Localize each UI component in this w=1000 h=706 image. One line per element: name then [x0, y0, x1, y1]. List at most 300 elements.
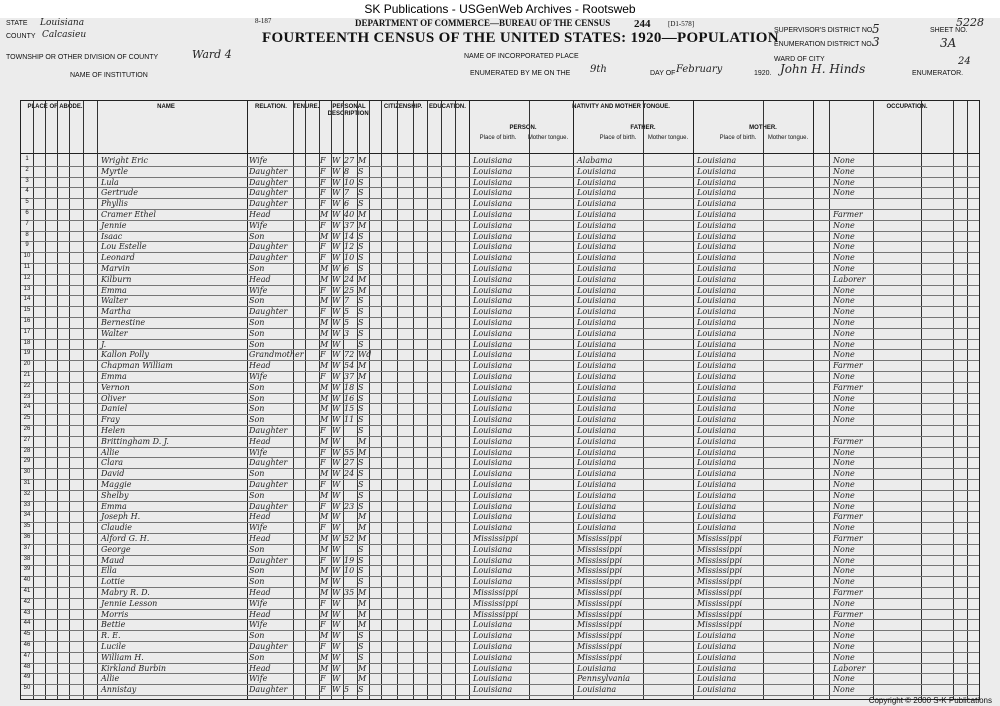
group-mother: MOTHER. [749, 125, 777, 131]
person-name: Oliver [101, 393, 126, 403]
race: W [332, 361, 341, 371]
father-birthplace: Alabama [577, 156, 613, 165]
mother-birthplace: Louisiana [697, 393, 737, 403]
mother-birthplace: Louisiana [697, 210, 737, 219]
occupation: None [833, 166, 855, 176]
race: W [332, 534, 341, 543]
form-number: 8-187 [255, 17, 272, 25]
department-title: DEPARTMENT OF COMMERCE—BUREAU OF THE CENSUS [355, 18, 611, 28]
person-name: Maggie [101, 480, 132, 489]
mother-birthplace: Louisiana [697, 339, 737, 349]
relation: Head [249, 609, 271, 619]
marital-status: S [358, 199, 364, 209]
place-of-birth: Louisiana [473, 426, 513, 435]
occupation: None [833, 220, 855, 230]
marital-status: S [358, 458, 364, 468]
person-name: Emma [101, 285, 127, 295]
place-of-birth: Louisiana [473, 372, 513, 381]
father-birthplace: Mississippi [577, 598, 623, 608]
occupation: None [833, 242, 855, 252]
person-name: Chapman William [101, 361, 173, 371]
father-birthplace: Louisiana [577, 274, 617, 284]
age: 3 [344, 328, 350, 338]
mother-birthplace: Mississippi [697, 534, 743, 543]
line-number: 30 [23, 469, 31, 476]
race: W [332, 177, 341, 187]
occupation: None [833, 231, 855, 241]
person-name: Daniel [101, 404, 128, 414]
person-name: Emma [101, 372, 127, 381]
occupation: Farmer [833, 210, 863, 219]
occupation: None [833, 447, 855, 457]
corner-number: 5228 [956, 16, 984, 29]
relation: Wife [249, 372, 268, 381]
place-of-birth: Louisiana [473, 318, 513, 327]
occupation: None [833, 458, 855, 468]
row-line [21, 695, 979, 696]
father-birthplace: Louisiana [577, 480, 617, 489]
enumeration-label: ENUMERATION DISTRICT NO. [774, 41, 874, 48]
marital-status: M [358, 372, 367, 381]
age: 55 [344, 447, 355, 457]
place-of-birth: Louisiana [473, 188, 513, 198]
line-number: 24 [23, 404, 31, 411]
marital-status: M [358, 285, 367, 295]
occupation: Farmer [833, 361, 863, 371]
place-of-birth: Louisiana [473, 220, 513, 230]
occupation: None [833, 415, 855, 425]
archive-title-bar [0, 0, 1000, 18]
person-name: Lucile [101, 642, 126, 651]
sex: F [320, 555, 326, 565]
person-name: Emma [101, 501, 127, 511]
page-number: 244 [634, 18, 651, 30]
relation: Son [249, 577, 265, 587]
occupation: None [833, 620, 855, 630]
marital-status: S [358, 188, 364, 198]
person-name: Gertrude [101, 188, 138, 198]
sex: M [320, 588, 329, 597]
marital-status: M [358, 447, 367, 457]
age: 27 [344, 458, 355, 468]
place-of-birth: Louisiana [473, 166, 513, 176]
sex: F [320, 480, 326, 489]
county-value: Calcasieu [42, 30, 87, 40]
place-of-birth: Louisiana [473, 663, 513, 673]
occupation: None [833, 490, 855, 500]
group-place-of-abode: PLACE OF ABODE. [27, 104, 83, 110]
occupation: Farmer [833, 609, 863, 619]
person-name: Allie [101, 674, 120, 684]
sex: M [320, 490, 329, 500]
mother-birthplace: Louisiana [697, 188, 737, 198]
corner-number-secondary: 24 [958, 56, 971, 67]
relation: Son [249, 382, 265, 392]
marital-status: M [358, 620, 367, 630]
sex: M [320, 404, 329, 414]
sex: F [320, 156, 326, 165]
race: W [332, 296, 341, 306]
race: W [332, 253, 341, 263]
sex: F [320, 685, 326, 695]
mother-birthplace: Mississippi [697, 544, 743, 554]
line-number: 21 [23, 372, 31, 378]
person-name: Annistay [101, 685, 137, 695]
form-code: [D1-578] [668, 20, 695, 28]
age: 10 [344, 253, 355, 263]
father-birthplace: Mississippi [577, 588, 623, 597]
father-birthplace: Louisiana [577, 685, 617, 695]
township-value: Ward 4 [192, 48, 232, 61]
ward-label: WARD OF CITY [774, 56, 825, 63]
occupation: None [833, 156, 855, 165]
mother-birthplace: Louisiana [697, 361, 737, 371]
occupation: None [833, 318, 855, 327]
mother-birthplace: Louisiana [697, 231, 737, 241]
father-birthplace: Louisiana [577, 210, 617, 219]
person-name: Lottie [101, 577, 125, 587]
relation: Daughter [249, 253, 288, 263]
place-of-birth: Louisiana [473, 404, 513, 414]
line-number: 34 [23, 512, 31, 519]
line-number: 43 [23, 609, 31, 616]
mother-birthplace: Louisiana [697, 458, 737, 468]
marital-status: S [358, 318, 364, 327]
relation: Wife [249, 285, 268, 295]
race: W [332, 231, 341, 241]
person-name: Helen [101, 426, 126, 435]
relation: Daughter [249, 177, 288, 187]
line-number: 40 [23, 577, 31, 584]
sex: F [320, 177, 326, 187]
person-name: Walter [101, 296, 128, 306]
person-name: Ella [101, 566, 117, 576]
line-number: 14 [23, 296, 31, 303]
age: 5 [344, 685, 350, 695]
place-of-birth: Louisiana [473, 361, 513, 371]
relation: Daughter [249, 642, 288, 651]
relation: Daughter [249, 458, 288, 468]
sex: F [320, 372, 326, 381]
age: 19 [344, 555, 355, 565]
age: 7 [344, 188, 350, 198]
place-of-birth: Mississippi [473, 588, 519, 597]
marital-status: Wd [358, 350, 372, 360]
marital-status: S [358, 264, 364, 273]
mother-birthplace: Mississippi [697, 598, 743, 608]
sex: F [320, 501, 326, 511]
enumeration-value: 3 [872, 35, 880, 49]
race: W [332, 318, 341, 327]
person-name: Jennie Lesson [101, 598, 158, 608]
copyright-notice: Copyright © 2000 S-K Publications [868, 696, 992, 705]
person-name: Cramer Ethel [101, 210, 156, 219]
father-birthplace: Louisiana [577, 447, 617, 457]
line-number: 18 [23, 339, 31, 346]
father-birthplace: Louisiana [577, 436, 617, 446]
group-father: FATHER. [630, 125, 656, 131]
father-birthplace: Mississippi [577, 631, 623, 641]
line-number: 1 [25, 156, 29, 162]
person-name: Jennie [101, 220, 127, 230]
county-label: COUNTY [6, 33, 36, 40]
census-title: FOURTEENTH CENSUS OF THE UNITED STATES: 1920—POPULATION [262, 30, 779, 46]
state-label: STATE [6, 20, 28, 27]
sex: M [320, 534, 329, 543]
father-birthplace: Louisiana [577, 372, 617, 381]
relation: Son [249, 231, 265, 241]
place-of-birth: Louisiana [473, 566, 513, 576]
marital-status: S [358, 490, 364, 500]
age: 18 [344, 382, 355, 392]
age: 40 [344, 210, 355, 219]
line-number: 19 [23, 350, 31, 357]
mother-birthplace: Louisiana [697, 307, 737, 317]
sex: M [320, 328, 329, 338]
occupation: None [833, 264, 855, 273]
marital-status: S [358, 480, 364, 489]
sex: M [320, 210, 329, 219]
relation: Son [249, 631, 265, 641]
relation: Son [249, 415, 265, 425]
marital-status: S [358, 339, 364, 349]
age: 10 [344, 566, 355, 576]
mother-birthplace: Louisiana [697, 480, 737, 489]
sex: M [320, 318, 329, 327]
marital-status: S [358, 328, 364, 338]
sex: M [320, 231, 329, 241]
father-birthplace: Mississippi [577, 534, 623, 543]
relation: Daughter [249, 501, 288, 511]
group-nativity: NATIVITY AND MOTHER TONGUE. [572, 104, 670, 110]
marital-status: S [358, 393, 364, 403]
relation: Wife [249, 447, 268, 457]
person-mother-tongue: Mother tongue. [527, 135, 569, 141]
enumerated-label: ENUMERATED BY ME ON THE [470, 70, 571, 77]
age: 37 [344, 372, 355, 381]
relation: Wife [249, 620, 268, 630]
marital-status: M [358, 534, 367, 543]
person-name: Marvin [101, 264, 131, 273]
race: W [332, 372, 341, 381]
occupation: None [833, 501, 855, 511]
person-name: William H. [101, 652, 144, 662]
mother-birthplace: Louisiana [697, 242, 737, 252]
occupation: Laborer [833, 663, 866, 673]
mother-birthplace: Louisiana [697, 328, 737, 338]
sex: F [320, 220, 326, 230]
sex: M [320, 663, 329, 673]
race: W [332, 393, 341, 403]
occupation: Farmer [833, 588, 863, 597]
mother-mother-tongue: Mother tongue. [767, 135, 809, 141]
age: 37 [344, 220, 355, 230]
person-name: Allie [101, 447, 120, 457]
relation: Wife [249, 156, 268, 165]
relation: Daughter [249, 685, 288, 695]
incorporated-place-label: NAME OF INCORPORATED PLACE [464, 53, 579, 60]
line-number: 36 [23, 534, 31, 540]
place-of-birth: Louisiana [473, 296, 513, 306]
relation: Son [249, 296, 265, 306]
mother-birthplace: Louisiana [697, 523, 737, 533]
occupation: None [833, 631, 855, 641]
occupation: None [833, 480, 855, 489]
mother-birthplace: Louisiana [697, 685, 737, 695]
place-of-birth: Louisiana [473, 523, 513, 533]
mother-birthplace: Mississippi [697, 620, 743, 630]
mother-birthplace: Louisiana [697, 156, 737, 165]
age: 35 [344, 588, 355, 597]
person-name: Lula [101, 177, 119, 187]
occupation: None [833, 652, 855, 662]
place-of-birth: Louisiana [473, 231, 513, 241]
line-number: 26 [23, 426, 31, 432]
marital-status: M [358, 512, 367, 522]
father-birthplace: Pennsylvania [577, 674, 631, 684]
father-birthplace: Louisiana [577, 404, 617, 414]
relation: Daughter [249, 166, 288, 176]
race: W [332, 350, 341, 360]
place-of-birth: Louisiana [473, 210, 513, 219]
person-name: Alford G. H. [101, 534, 150, 543]
line-number: 47 [23, 652, 31, 659]
mother-birthplace: Louisiana [697, 274, 737, 284]
father-birthplace: Mississippi [577, 577, 623, 587]
mother-birthplace: Louisiana [697, 350, 737, 360]
group-relation: RELATION. [255, 104, 287, 110]
line-number: 11 [23, 264, 31, 270]
marital-status: M [358, 663, 367, 673]
father-birthplace: Louisiana [577, 307, 617, 317]
relation: Head [249, 588, 271, 597]
sex: F [320, 523, 326, 533]
place-of-birth: Louisiana [473, 242, 513, 252]
father-birthplace: Louisiana [577, 264, 617, 273]
race: W [332, 339, 341, 349]
sex: M [320, 469, 329, 479]
header-divider [21, 153, 979, 154]
person-name: Leonard [101, 253, 135, 263]
sex: M [320, 415, 329, 425]
occupation: None [833, 577, 855, 587]
occupation: None [833, 685, 855, 695]
marital-status: M [358, 674, 367, 684]
occupation: None [833, 188, 855, 198]
relation: Head [249, 361, 271, 371]
occupation: Farmer [833, 534, 863, 543]
line-number: 12 [23, 274, 31, 281]
person-name: Myrtle [101, 166, 129, 176]
age: 12 [344, 242, 355, 252]
person-name: Kirkland Burbin [101, 663, 167, 673]
sex: F [320, 350, 326, 360]
institution-label: NAME OF INSTITUTION [70, 72, 148, 79]
person-name: Fray [101, 415, 120, 425]
sheet-value: 3A [940, 36, 957, 50]
line-number: 25 [23, 415, 31, 422]
person-name: Joseph H. [101, 512, 141, 522]
occupation: None [833, 339, 855, 349]
enumerated-month: February [676, 64, 723, 75]
line-number: 39 [23, 566, 31, 573]
mother-birthplace: Louisiana [697, 166, 737, 176]
relation: Son [249, 328, 265, 338]
place-of-birth: Louisiana [473, 415, 513, 425]
father-birthplace: Louisiana [577, 469, 617, 479]
race: W [332, 620, 341, 630]
sex: F [320, 166, 326, 176]
supervisor-value: 5 [872, 22, 880, 36]
relation: Grandmother [249, 350, 304, 360]
person-name: Brittingham D. J. [101, 436, 169, 446]
sex: F [320, 188, 326, 198]
sex: M [320, 577, 329, 587]
age: 25 [344, 285, 355, 295]
race: W [332, 642, 341, 651]
sex: M [320, 631, 329, 641]
age: 27 [344, 156, 355, 165]
relation: Wife [249, 674, 268, 684]
marital-status: M [358, 436, 367, 446]
father-birthplace: Louisiana [577, 231, 617, 241]
mother-birthplace: Louisiana [697, 404, 737, 414]
occupation: None [833, 177, 855, 187]
place-of-birth: Mississippi [473, 598, 519, 608]
occupation: None [833, 566, 855, 576]
mother-birthplace: Louisiana [697, 501, 737, 511]
marital-status: S [358, 426, 364, 435]
mother-birthplace: Louisiana [697, 652, 737, 662]
marital-status: S [358, 642, 364, 651]
place-of-birth: Louisiana [473, 285, 513, 295]
line-number: 48 [23, 663, 31, 670]
race: W [332, 674, 341, 684]
group-occupation: OCCUPATION. [886, 104, 928, 110]
person-name: George [101, 544, 131, 554]
line-number: 50 [23, 685, 31, 692]
father-birthplace: Louisiana [577, 458, 617, 468]
race: W [332, 566, 341, 576]
line-number: 23 [23, 393, 31, 400]
father-birthplace: Mississippi [577, 555, 623, 565]
relation: Daughter [249, 199, 288, 209]
line-number: 45 [23, 631, 31, 638]
relation: Son [249, 339, 265, 349]
line-number: 32 [23, 490, 31, 497]
place-of-birth: Louisiana [473, 490, 513, 500]
occupation: None [833, 307, 855, 317]
line-number: 41 [23, 588, 31, 594]
marital-status: S [358, 566, 364, 576]
mother-birthplace: Louisiana [697, 382, 737, 392]
relation: Head [249, 436, 271, 446]
line-number: 49 [23, 674, 31, 681]
mother-birthplace: Louisiana [697, 447, 737, 457]
relation: Head [249, 534, 271, 543]
race: W [332, 242, 341, 252]
mother-birthplace: Louisiana [697, 318, 737, 327]
place-of-birth: Louisiana [473, 264, 513, 273]
line-number: 2 [25, 166, 29, 173]
occupation: None [833, 372, 855, 381]
place-of-birth: Louisiana [473, 177, 513, 187]
sex: F [320, 447, 326, 457]
race: W [332, 512, 341, 522]
place-of-birth: Louisiana [473, 674, 513, 684]
age: 16 [344, 393, 355, 403]
place-of-birth: Louisiana [473, 156, 513, 165]
